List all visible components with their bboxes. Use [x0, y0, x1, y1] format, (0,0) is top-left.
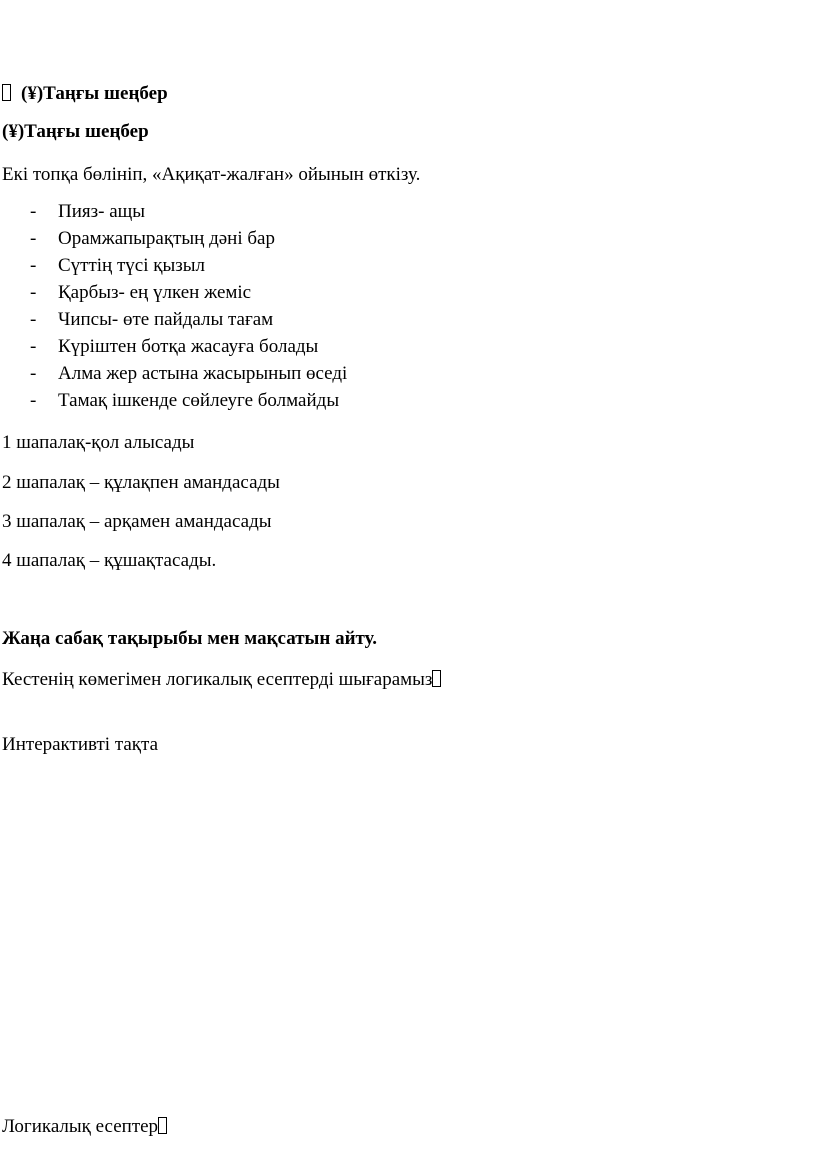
list-item-text: Тамақ ішкенде сөйлеуге болмайды: [58, 390, 340, 411]
list-item: [30, 389, 347, 416]
list-item-text: Күріштен ботқа жасауға болады: [58, 336, 319, 357]
list-dash: -: [30, 255, 37, 276]
list-item: [30, 281, 347, 308]
list-dash: -: [30, 390, 37, 411]
clap-line-3: 3 шапалақ – арқамен амандасады: [2, 511, 272, 532]
missing-glyph-icon: [432, 670, 441, 687]
list-dash: -: [30, 309, 37, 330]
clap-line-2: 2 шапалақ – құлақпен амандасады: [2, 472, 280, 493]
true-false-list: [30, 200, 347, 416]
list-item: [30, 200, 347, 227]
list-item-text: Чипсы- өте пайдалы тағам: [58, 309, 274, 330]
missing-glyph-icon: [2, 84, 11, 101]
table-task-text: Кестенің көмегімен логикалық есептерді шығарамыз: [2, 669, 433, 690]
list-item: [30, 362, 347, 389]
new-topic-heading: Жаңа сабақ тақырыбы мен мақсатын айту.: [2, 628, 377, 649]
list-item: [30, 254, 347, 281]
missing-glyph-icon: [158, 1117, 167, 1134]
clap-line-1: 1 шапалақ-қол алысады: [2, 432, 195, 453]
list-item: [30, 227, 347, 254]
list-dash: -: [30, 201, 37, 222]
list-dash: -: [30, 336, 37, 357]
list-item: [30, 335, 347, 362]
list-item-text: Сүттің түсі қызыл: [58, 255, 205, 276]
list-dash: -: [30, 363, 37, 384]
board-text: Интерактивті тақта: [2, 734, 159, 755]
clap-line-4: 4 шапалақ – құшақтасады.: [2, 550, 217, 571]
intro-text: Екі топқа бөлініп, «Ақиқат-жалған» ойынын өткізу.: [2, 164, 421, 185]
logic-problems-line: [2, 1115, 167, 1139]
list-item-text: Қарбыз- ең үлкен жеміс: [58, 282, 252, 303]
list-item-text: Орамжапырақтың дәні бар: [58, 228, 275, 249]
list-dash: -: [30, 282, 37, 303]
heading-1-line: [2, 82, 168, 106]
logic-problems-text: Логикалық есептер: [2, 1116, 159, 1137]
list-item-text: Алма жер астына жасырынып өседі: [58, 363, 348, 384]
list-item: [30, 308, 347, 335]
table-task-line: [2, 668, 441, 692]
list-dash: -: [30, 228, 37, 249]
heading-2: (¥)Таңғы шеңбер: [2, 121, 149, 142]
heading-1: (¥)Таңғы шеңбер: [21, 83, 168, 104]
list-item-text: Пияз- ащы: [58, 201, 146, 222]
